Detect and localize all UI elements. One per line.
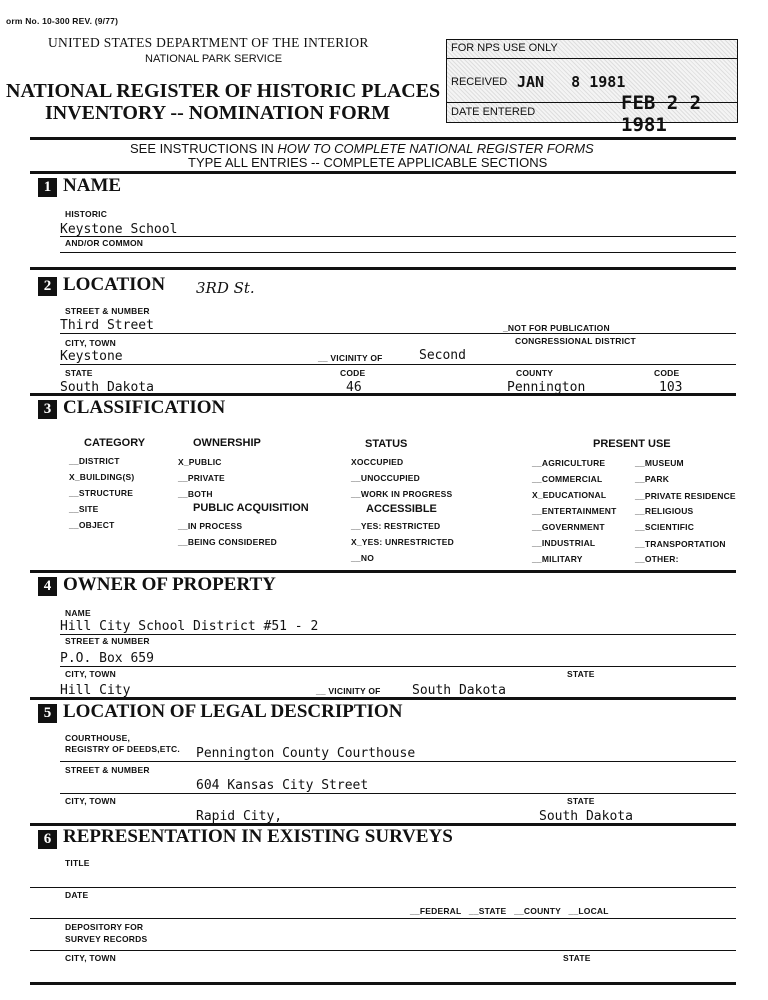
form-subtitle: INVENTORY -- NOMINATION FORM xyxy=(45,102,391,124)
legal-state-value[interactable]: South Dakota xyxy=(539,809,633,824)
owner-vicinity-label: VICINITY OF xyxy=(328,686,381,696)
service-name: NATIONAL PARK SERVICE xyxy=(145,53,283,65)
section-number-5: 5 xyxy=(38,704,57,723)
category-buildings[interactable]: X_BUILDING(S) xyxy=(69,472,135,482)
ownership-both[interactable]: __BOTH xyxy=(178,489,213,499)
section-title-classification: CLASSIFICATION xyxy=(63,397,226,418)
survey-city-label: CITY, TOWN xyxy=(65,953,116,963)
state-code-label: CODE xyxy=(340,368,366,378)
use-military[interactable]: __MILITARY xyxy=(532,554,583,564)
section-number-1: 1 xyxy=(38,178,57,197)
owner-name-value[interactable]: Hill City School District #51 - 2 xyxy=(60,619,319,634)
status-header: STATUS xyxy=(365,438,408,450)
ownership-header: OWNERSHIP xyxy=(193,437,261,449)
owner-state-value[interactable]: South Dakota xyxy=(412,683,506,698)
category-object[interactable]: __OBJECT xyxy=(69,520,115,530)
ownership-private[interactable]: __PRIVATE xyxy=(178,473,225,483)
vicinity-label: VICINITY OF xyxy=(330,353,383,363)
use-park[interactable]: __PARK xyxy=(635,474,670,484)
use-other[interactable]: __OTHER: xyxy=(635,554,679,564)
accessible-no[interactable]: __NO xyxy=(351,553,375,563)
instructions-line1 xyxy=(130,141,594,156)
county-value[interactable]: Pennington xyxy=(507,380,586,395)
category-header: CATEGORY xyxy=(84,437,146,449)
form-title: NATIONAL REGISTER OF HISTORIC PLACES xyxy=(6,80,441,102)
section-number-4: 4 xyxy=(38,577,57,596)
congressional-district-value[interactable]: Second xyxy=(419,348,466,363)
acquisition-in-process[interactable]: __IN PROCESS xyxy=(178,521,243,531)
legal-city-label: CITY, TOWN xyxy=(65,796,116,806)
courthouse-value[interactable]: Pennington County Courthouse xyxy=(196,746,416,761)
status-unoccupied[interactable]: __UNOCCUPIED xyxy=(351,473,420,483)
instructions-text: SEE INSTRUCTIONS IN xyxy=(130,141,278,156)
street-label: STREET & NUMBER xyxy=(65,306,150,316)
form-number: orm No. 10-300 REV. (9/77) xyxy=(6,16,119,26)
received-stamp: JAN 8 1981 xyxy=(517,73,626,91)
historic-label: HISTORIC xyxy=(65,209,108,219)
survey-state-label: STATE xyxy=(563,953,591,963)
owner-name-label: NAME xyxy=(65,608,91,618)
status-occupied[interactable]: XOCCUPIED xyxy=(351,457,404,467)
use-scientific[interactable]: __SCIENTIFIC xyxy=(635,522,695,532)
use-industrial[interactable]: __INDUSTRIAL xyxy=(532,538,596,548)
status-work-in-progress[interactable]: __WORK IN PROGRESS xyxy=(351,489,453,499)
owner-state-label: STATE xyxy=(567,669,595,679)
city-value[interactable]: Keystone xyxy=(60,349,123,364)
use-private-residence[interactable]: __PRIVATE RESIDENCE xyxy=(635,491,736,501)
state-label: STATE xyxy=(65,368,93,378)
use-educational[interactable]: X_EDUCATIONAL xyxy=(532,490,607,500)
use-museum[interactable]: __MUSEUM xyxy=(635,458,684,468)
owner-city-label: CITY, TOWN xyxy=(65,669,116,679)
section-title-legal-description: LOCATION OF LEGAL DESCRIPTION xyxy=(63,701,403,722)
depository-label-line1: DEPOSITORY FOR xyxy=(65,922,144,932)
courthouse-label-line1: COURTHOUSE, xyxy=(65,733,131,743)
section-title-owner: OWNER OF PROPERTY xyxy=(63,574,276,595)
section-number-2: 2 xyxy=(38,277,57,296)
section-title-location: LOCATION xyxy=(63,274,166,295)
date-entered-stamp: FEB 2 2 1981 xyxy=(621,92,702,136)
section-number-3: 3 xyxy=(38,400,57,419)
county-code-value[interactable]: 103 xyxy=(659,380,683,395)
legal-state-label: STATE xyxy=(567,796,595,806)
acquisition-being-considered[interactable]: __BEING CONSIDERED xyxy=(178,537,278,547)
owner-city-value[interactable]: Hill City xyxy=(60,683,131,698)
use-government[interactable]: __GOVERNMENT xyxy=(532,522,605,532)
common-name-label: AND/OR COMMON xyxy=(65,238,144,248)
present-use-header: PRESENT USE xyxy=(593,438,671,450)
street-value[interactable]: Third Street xyxy=(60,318,154,333)
use-commercial[interactable]: __COMMERCIAL xyxy=(532,474,603,484)
city-label: CITY, TOWN xyxy=(65,338,116,348)
state-value[interactable]: South Dakota xyxy=(60,380,154,395)
nps-box-header: FOR NPS USE ONLY xyxy=(451,42,558,54)
county-code-label: CODE xyxy=(654,368,680,378)
handwritten-note: 3RD St. xyxy=(196,279,255,297)
survey-title-label: TITLE xyxy=(65,858,90,868)
historic-value[interactable]: Keystone School xyxy=(60,222,178,237)
legal-street-value[interactable]: 604 Kansas City Street xyxy=(196,778,369,793)
legal-city-value[interactable]: Rapid City, xyxy=(196,809,283,824)
instructions-emphasis: HOW TO COMPLETE NATIONAL REGISTER FORMS xyxy=(277,141,594,156)
instructions-line2: TYPE ALL ENTRIES -- COMPLETE APPLICABLE SECTIONS xyxy=(188,155,548,170)
received-label: RECEIVED xyxy=(451,76,508,88)
date-entered-label: DATE ENTERED xyxy=(451,106,536,118)
nps-use-box xyxy=(446,39,738,136)
state-code-value[interactable]: 46 xyxy=(346,380,362,395)
congressional-district-label: CONGRESSIONAL DISTRICT xyxy=(515,336,636,346)
section-title-surveys: REPRESENTATION IN EXISTING SURVEYS xyxy=(63,826,453,847)
ownership-public[interactable]: X_PUBLIC xyxy=(178,457,222,467)
public-acquisition-header: PUBLIC ACQUISITION xyxy=(193,502,309,514)
use-religious[interactable]: __RELIGIOUS xyxy=(635,506,694,516)
use-entertainment[interactable]: __ENTERTAINMENT xyxy=(532,506,617,516)
section-number-6: 6 xyxy=(38,830,57,849)
survey-date-label: DATE xyxy=(65,890,89,900)
county-label: COUNTY xyxy=(516,368,554,378)
depository-label-line2: SURVEY RECORDS xyxy=(65,934,148,944)
category-site[interactable]: __SITE xyxy=(69,504,99,514)
legal-street-label: STREET & NUMBER xyxy=(65,765,150,775)
not-for-publication[interactable]: _NOT FOR PUBLICATION xyxy=(503,323,610,333)
courthouse-label-line2: REGISTRY OF DEEDS,ETC. xyxy=(65,744,180,754)
vicinity-checkbox[interactable]: __ VICINITY OF xyxy=(318,353,383,363)
owner-vicinity-checkbox[interactable]: __ VICINITY OF xyxy=(316,686,381,696)
category-structure[interactable]: __STRUCTURE xyxy=(69,488,134,498)
use-agriculture[interactable]: __AGRICULTURE xyxy=(532,458,606,468)
owner-street-value[interactable]: P.O. Box 659 xyxy=(60,651,154,666)
accessible-header: ACCESSIBLE xyxy=(366,503,437,515)
agency-name: UNITED STATES DEPARTMENT OF THE INTERIOR xyxy=(48,35,369,50)
owner-street-label: STREET & NUMBER xyxy=(65,636,150,646)
accessible-restricted[interactable]: __YES: RESTRICTED xyxy=(351,521,441,531)
use-transportation[interactable]: __TRANSPORTATION xyxy=(635,539,726,549)
survey-levels[interactable]: __FEDERAL __STATE __COUNTY __LOCAL xyxy=(410,906,609,916)
section-title-name: NAME xyxy=(63,175,122,196)
category-district[interactable]: __DISTRICT xyxy=(69,456,120,466)
accessible-unrestricted[interactable]: X_YES: UNRESTRICTED xyxy=(351,537,454,547)
